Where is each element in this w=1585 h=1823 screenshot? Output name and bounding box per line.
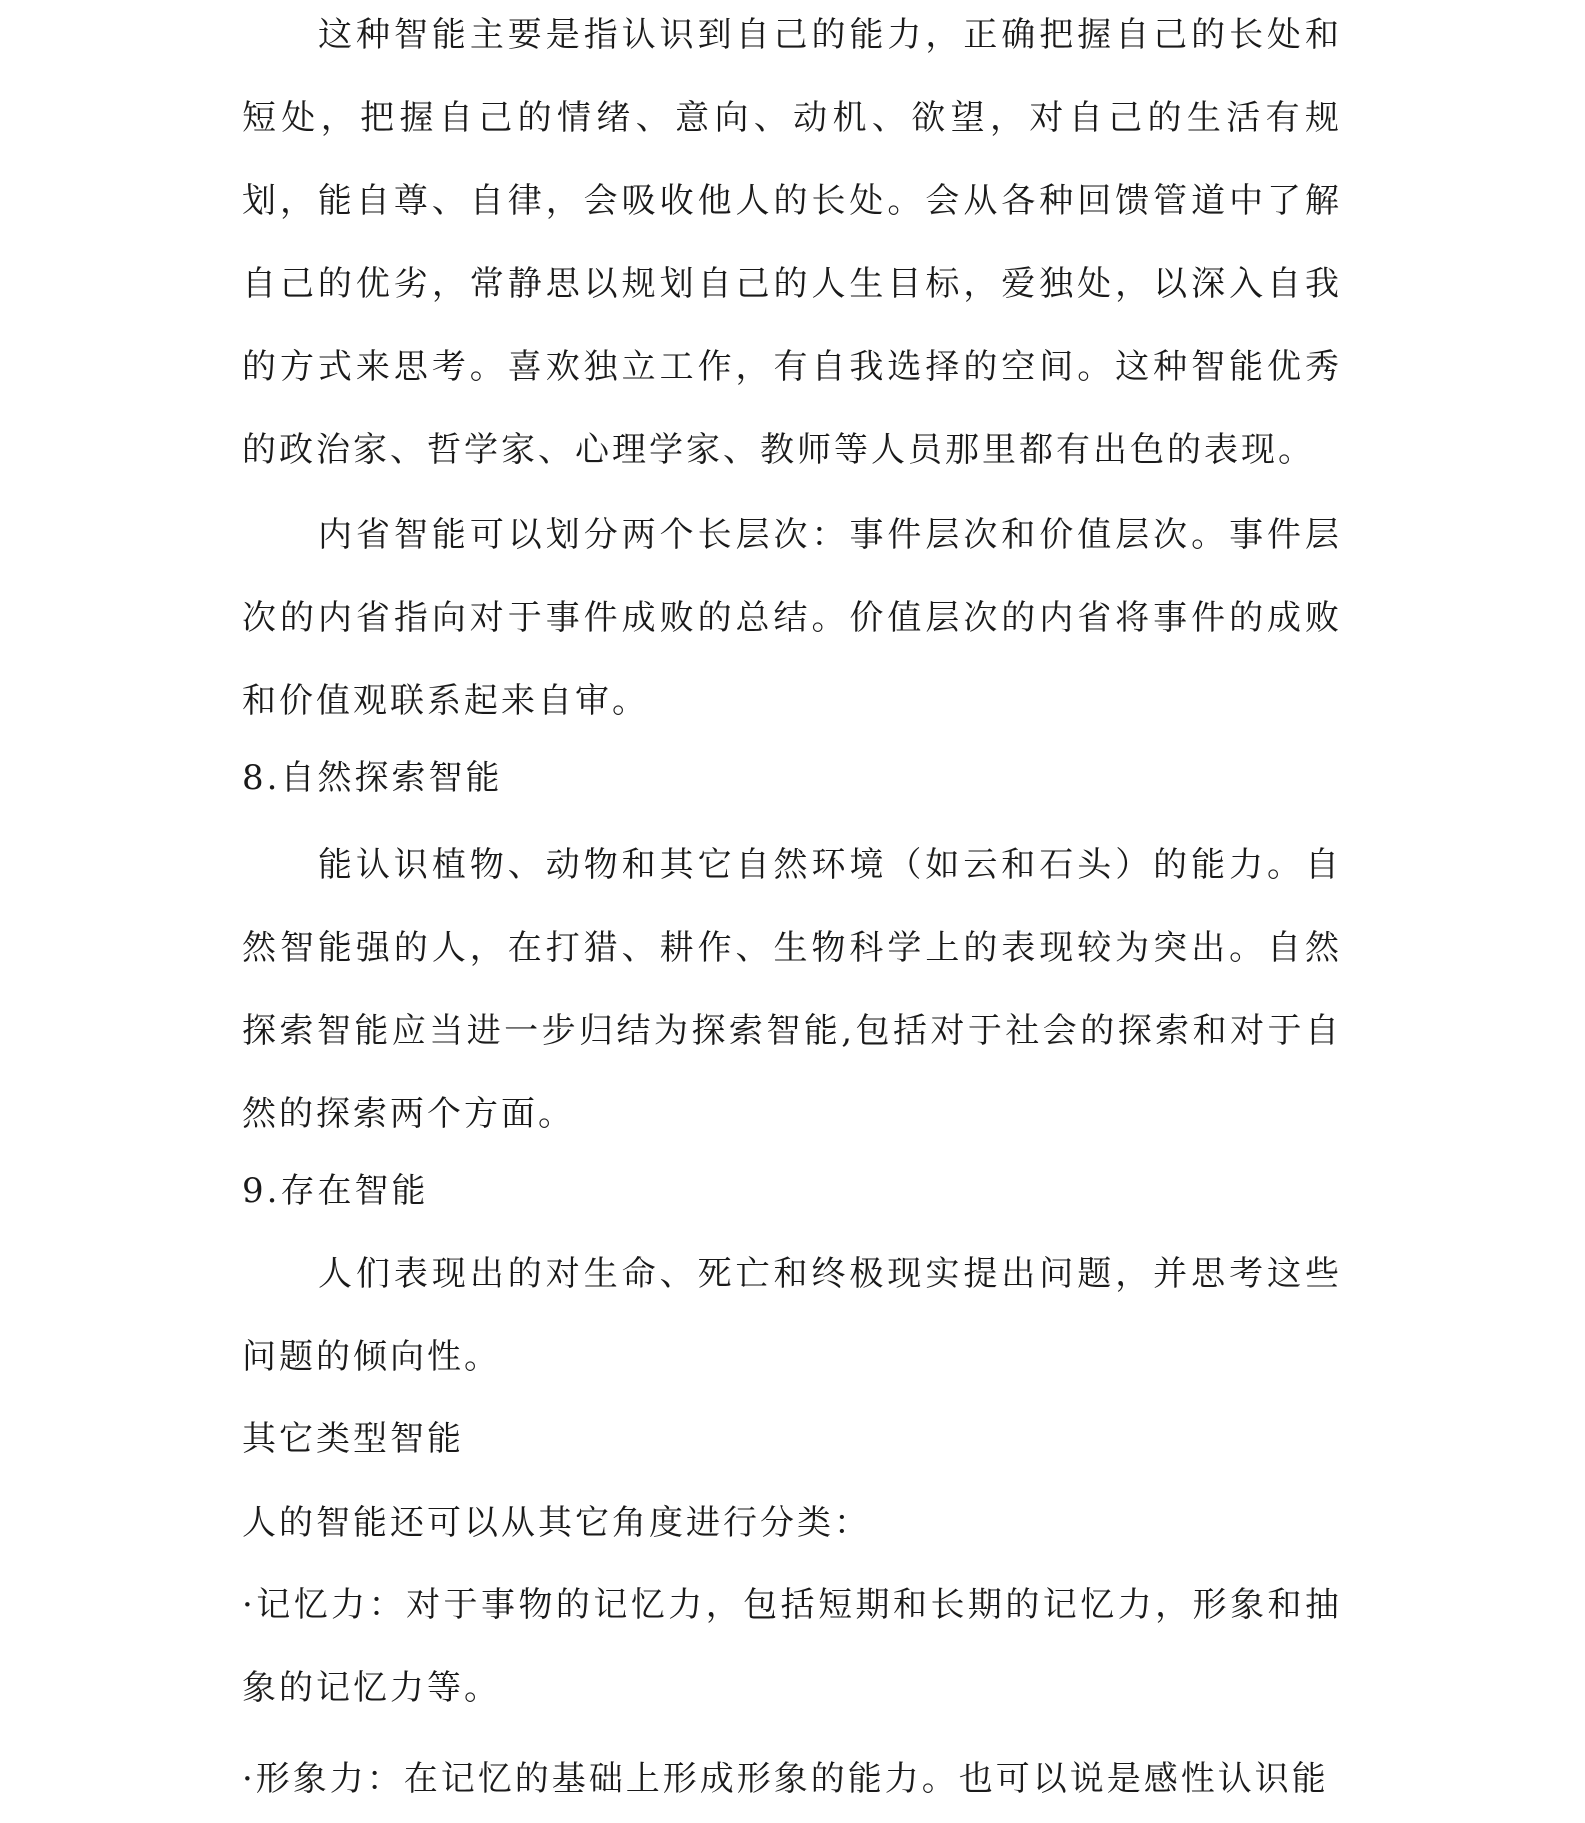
paragraph-intrapersonal-levels: 内省智能可以划分两个长层次：事件层次和价值层次。事件层次的内省指向对于事件成败的总结。价值层次的内省将事件的成败和价值观联系起来自审。: [242, 515, 1342, 721]
paragraph-intrapersonal-description: 这种智能主要是指认识到自己的能力，正确把握自己的长处和短处，把握自己的情绪、意向、动机、欲望，对自己的生活有规划，能自尊、自律，会吸收他人的长处。会从各种回馈管道中了解自己的优劣，常静思以规划自己的人生目标，爱独处，以深入自我的方式来思考。喜欢独立工作，有自我选择的空间。这种智能优秀的政治家、哲学家、心理学家、教师等人员那里都有出色的表现。: [242, 15, 1342, 470]
list-item-imagination: ·形象力：在记忆的基础上形成形象的能力。也可以说是感性认识能: [242, 1759, 1329, 1799]
paragraph-other-classification-intro: 人的智能还可以从其它角度进行分类：: [242, 1503, 871, 1543]
heading-other-intelligence-types: 其它类型智能: [242, 1419, 464, 1459]
heading-naturalist-intelligence: 8.自然探索智能: [242, 758, 503, 798]
paragraph-existential-description: 人们表现出的对生命、死亡和终极现实提出问题，并思考这些问题的倾向性。: [242, 1254, 1342, 1377]
heading-existential-intelligence: 9.存在智能: [242, 1171, 429, 1211]
list-item-memory: ·记忆力：对于事物的记忆力，包括短期和长期的记忆力，形象和抽象的记忆力等。: [242, 1585, 1342, 1708]
paragraph-naturalist-description: 能认识植物、动物和其它自然环境（如云和石头）的能力。自然智能强的人，在打猎、耕作、生物科学上的表现较为突出。自然探索智能应当进一步归结为探索智能,包括对于社会的探索和对于自然的探索两个方面。: [242, 845, 1342, 1134]
